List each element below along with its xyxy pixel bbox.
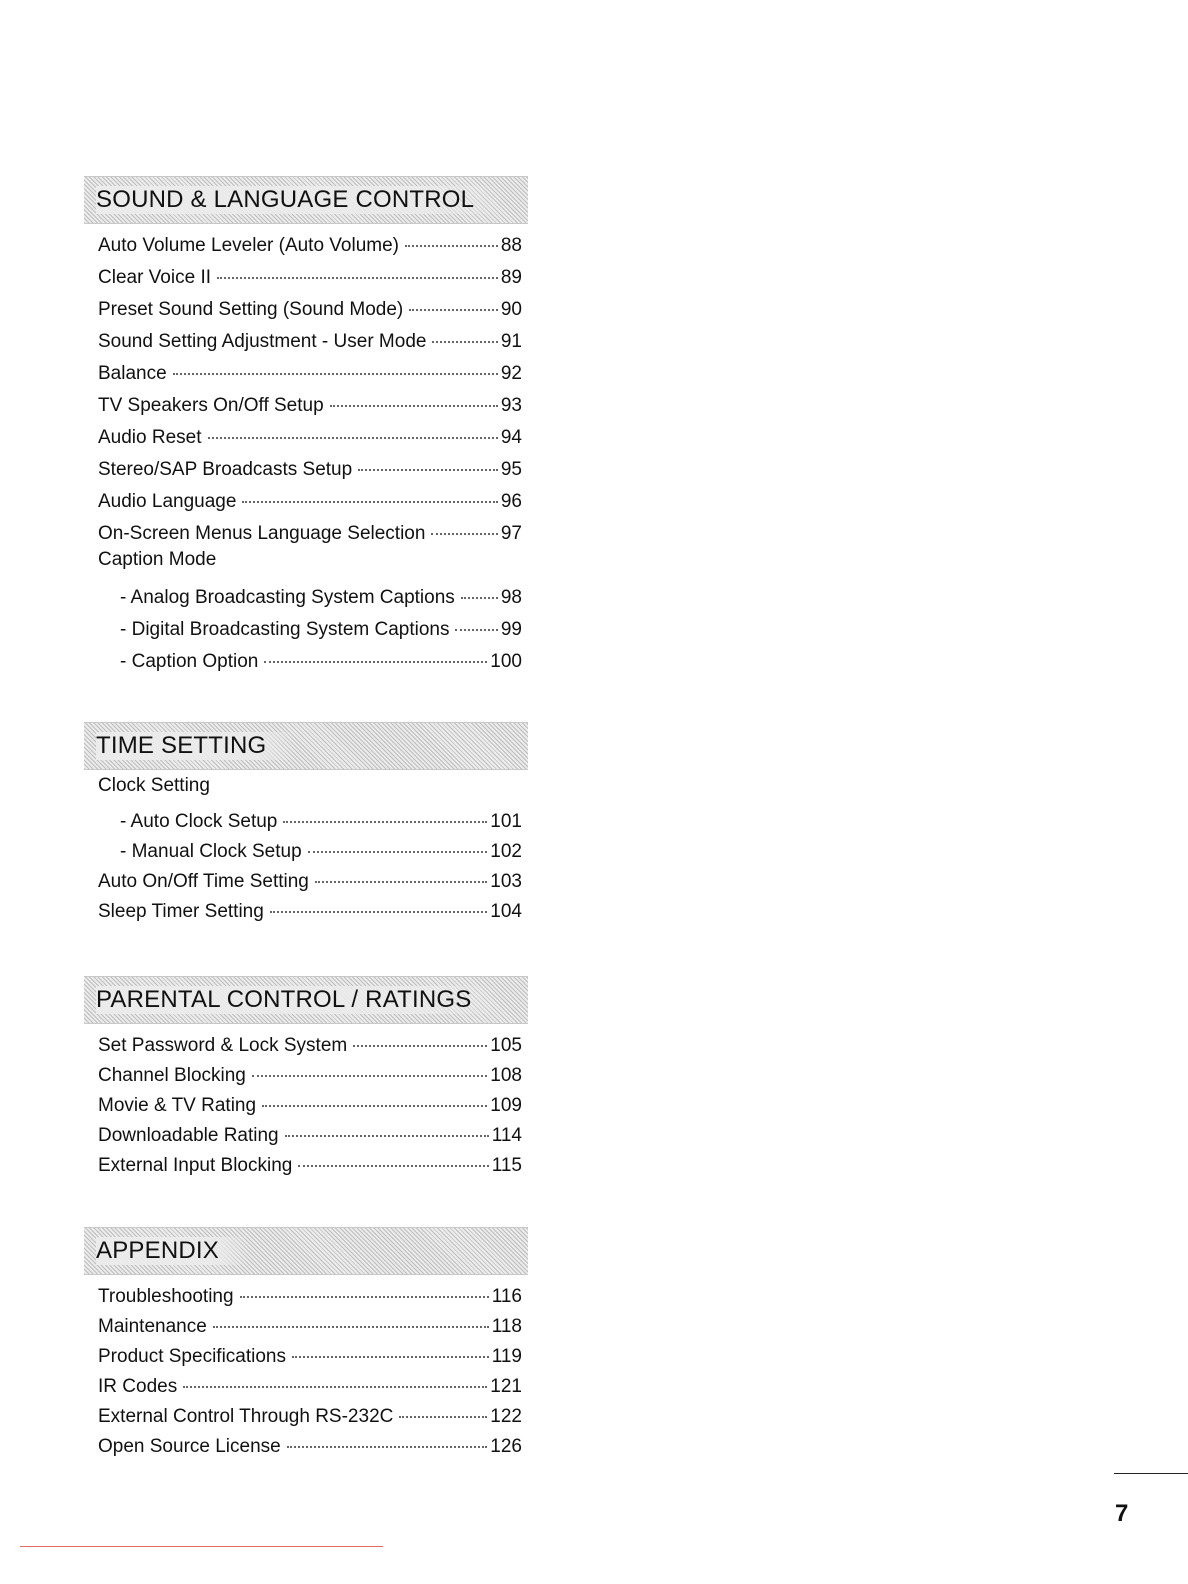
section-title: PARENTAL CONTROL / RATINGS bbox=[96, 986, 501, 1014]
section-parental-control-ratings bbox=[84, 976, 528, 1180]
toc-subentry[interactable] bbox=[98, 646, 522, 678]
toc-entry-label: TV Speakers On/Off Setup bbox=[98, 395, 324, 416]
section-time-setting bbox=[84, 722, 528, 926]
toc-entry-label: Audio Reset bbox=[98, 427, 202, 448]
toc-entry-label: Sleep Timer Setting bbox=[98, 901, 264, 922]
section-header bbox=[84, 1227, 528, 1275]
toc-entry-page: 105 bbox=[490, 1035, 522, 1056]
toc-entry-label: External Input Blocking bbox=[98, 1155, 293, 1176]
leader-dots bbox=[283, 802, 487, 823]
toc-entry-page: 116 bbox=[491, 1286, 522, 1307]
toc-entry-label: Balance bbox=[98, 363, 167, 384]
leader-dots bbox=[242, 482, 497, 503]
toc-entries bbox=[84, 230, 522, 678]
toc-entry-label: Open Source License bbox=[98, 1436, 281, 1457]
toc-entry-page: 93 bbox=[500, 395, 522, 416]
leader-dots bbox=[217, 258, 498, 279]
leader-dots bbox=[409, 290, 498, 311]
leader-dots bbox=[330, 386, 498, 407]
toc-entry-label: Movie & TV Rating bbox=[98, 1095, 257, 1116]
page-number-rule bbox=[1114, 1473, 1188, 1474]
section-title: SOUND & LANGUAGE CONTROL bbox=[96, 186, 504, 214]
toc-entry-label: Caption Mode bbox=[98, 549, 217, 570]
section-title: APPENDIX bbox=[96, 1237, 249, 1265]
toc-entry-page: 109 bbox=[490, 1095, 522, 1116]
toc-entry-label: Audio Language bbox=[98, 491, 237, 512]
toc-entry-label: External Control Through RS-232C bbox=[98, 1406, 394, 1427]
toc-entry-label: IR Codes bbox=[98, 1376, 178, 1397]
leader-dots bbox=[431, 514, 497, 535]
section-header bbox=[84, 722, 528, 770]
toc-entry-label: Auto Volume Leveler (Auto Volume) bbox=[98, 235, 400, 256]
leader-dots bbox=[358, 450, 498, 471]
toc-entry[interactable] bbox=[98, 518, 522, 550]
leader-dots bbox=[308, 832, 488, 853]
toc-entry-label: Product Specifications bbox=[98, 1346, 286, 1367]
leader-dots bbox=[405, 226, 498, 247]
leader-dots bbox=[399, 1397, 487, 1418]
leader-dots bbox=[252, 1056, 487, 1077]
toc-entry-label: Stereo/SAP Broadcasts Setup bbox=[98, 459, 353, 480]
toc-entry[interactable] bbox=[98, 896, 522, 926]
leader-dots bbox=[315, 862, 487, 883]
toc-entry-label: Set Password & Lock System bbox=[98, 1035, 348, 1056]
leader-dots bbox=[173, 354, 498, 375]
toc-entry-page: 90 bbox=[500, 299, 522, 320]
toc-entry-page: 92 bbox=[500, 363, 522, 384]
toc-entry-page: 96 bbox=[500, 491, 522, 512]
toc-entry-label: On-Screen Menus Language Selection bbox=[98, 523, 426, 544]
toc-entry-page: 91 bbox=[500, 331, 522, 352]
toc-entry-label: - Caption Option bbox=[120, 651, 259, 672]
toc-entry-label: Maintenance bbox=[98, 1316, 207, 1337]
toc-entry-label: Troubleshooting bbox=[98, 1286, 234, 1307]
toc-entry-page: 115 bbox=[491, 1155, 522, 1176]
leader-dots bbox=[240, 1277, 489, 1298]
toc-entry-page: 97 bbox=[500, 523, 522, 544]
leader-dots bbox=[287, 1427, 488, 1448]
toc-entry-page: 108 bbox=[490, 1065, 522, 1086]
toc-entries bbox=[84, 1030, 522, 1180]
toc-entry-page: 122 bbox=[490, 1406, 522, 1427]
toc-entries bbox=[84, 776, 522, 926]
leader-dots bbox=[264, 642, 487, 663]
leader-dots bbox=[285, 1116, 489, 1137]
toc-entry-page: 99 bbox=[500, 619, 522, 640]
toc-entry-page: 89 bbox=[500, 267, 522, 288]
toc-entry-page: 88 bbox=[500, 235, 522, 256]
toc-entry-page: 95 bbox=[500, 459, 522, 480]
toc-entry-page: 98 bbox=[500, 587, 522, 608]
toc-entry-label: - Analog Broadcasting System Captions bbox=[120, 587, 455, 608]
toc-entry-label: - Auto Clock Setup bbox=[120, 811, 278, 832]
toc-entry-page: 94 bbox=[500, 427, 522, 448]
toc-entry-label: Auto On/Off Time Setting bbox=[98, 871, 309, 892]
toc-entry[interactable] bbox=[98, 1431, 522, 1461]
leader-dots bbox=[353, 1026, 487, 1047]
leader-dots bbox=[292, 1337, 489, 1358]
toc-entry-page: 114 bbox=[491, 1125, 522, 1146]
toc-entry-label: Channel Blocking bbox=[98, 1065, 246, 1086]
leader-dots bbox=[461, 578, 498, 599]
toc-entry[interactable] bbox=[98, 1150, 522, 1180]
toc-entries bbox=[84, 1281, 522, 1461]
section-header bbox=[84, 176, 528, 224]
toc-entry-label: Preset Sound Setting (Sound Mode) bbox=[98, 299, 404, 320]
leader-dots bbox=[432, 322, 497, 343]
section-appendix bbox=[84, 1227, 528, 1461]
toc-entry-page: 118 bbox=[491, 1316, 522, 1337]
section-title: TIME SETTING bbox=[96, 732, 296, 760]
page-number: 7 bbox=[1115, 1500, 1129, 1527]
leader-dots bbox=[208, 418, 498, 439]
footer-divider bbox=[20, 1546, 383, 1547]
leader-dots bbox=[298, 1146, 488, 1167]
toc-entry-label: Clear Voice II bbox=[98, 267, 211, 288]
toc-entry-page: 119 bbox=[491, 1346, 522, 1367]
section-sound-language-control bbox=[84, 176, 528, 678]
toc-entry-page: 101 bbox=[490, 811, 522, 832]
toc-entry-label: Clock Setting bbox=[98, 775, 210, 796]
leader-dots bbox=[455, 610, 497, 631]
toc-entry-label: Downloadable Rating bbox=[98, 1125, 279, 1146]
leader-dots bbox=[262, 1086, 487, 1107]
leader-dots bbox=[213, 1307, 489, 1328]
toc-entry-page: 103 bbox=[490, 871, 522, 892]
toc-entry-page: 100 bbox=[490, 651, 522, 672]
leader-dots bbox=[270, 892, 487, 913]
toc-entry-label: - Digital Broadcasting System Captions bbox=[120, 619, 450, 640]
toc-entry-page: 126 bbox=[490, 1436, 522, 1457]
toc-entry-label: Sound Setting Adjustment - User Mode bbox=[98, 331, 427, 352]
toc-entry-page: 102 bbox=[490, 841, 522, 862]
toc-entry-label: - Manual Clock Setup bbox=[120, 841, 302, 862]
toc-entry-page: 104 bbox=[490, 901, 522, 922]
toc-entry-page: 121 bbox=[490, 1376, 522, 1397]
toc-group-heading bbox=[98, 550, 522, 582]
leader-dots bbox=[183, 1367, 487, 1388]
section-header bbox=[84, 976, 528, 1024]
